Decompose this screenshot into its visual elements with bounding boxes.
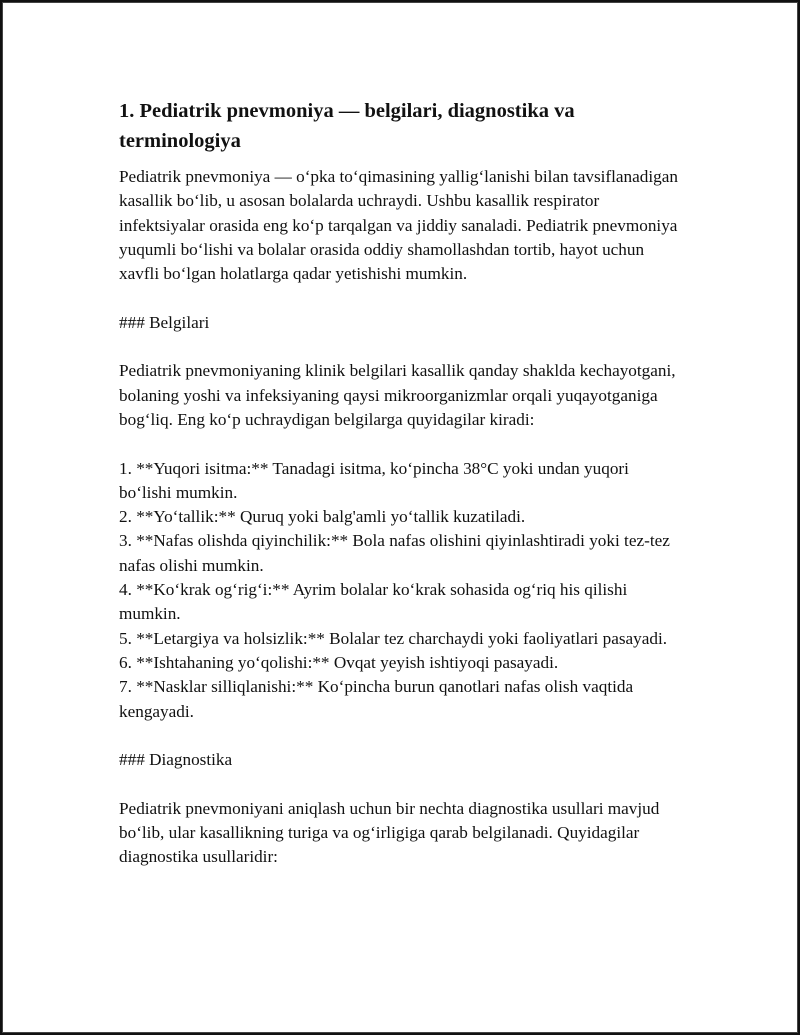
symptoms-heading: ### Belgilari (119, 312, 210, 332)
list-item: 6. **Ishtahaning yo‘qolishi:** Ovqat yeyish ishtiyoqi pasayadi. (119, 652, 559, 672)
spacer (119, 335, 679, 359)
document-title: 1. Pediatrik pnevmoniya — belgilari, diagnostika va terminologiya (119, 100, 575, 152)
list-item: 2. **Yo‘tallik:** Quruq yoki balg'amli yo‘tallik kuzatiladi. (119, 507, 526, 527)
spacer (119, 772, 679, 796)
list-item: 5. **Letargiya va holsizlik:** Bolalar tez charchaydi yoki faoliyatlari pasayadi. (119, 628, 668, 648)
list-item: 4. **Ko‘krak og‘rig‘i:** Ayrim bolalar ko‘krak sohasida og‘riq his qilishi mumkin. (119, 580, 628, 624)
list-item: 1. **Yuqori isitma:** Tanadagi isitma, ko‘pincha 38°C yoki undan yuqori bo‘lishi mumkin. (119, 458, 629, 502)
diagnostics-paragraph: Pediatrik pnevmoniyani aniqlash uchun bir nechta diagnostika usullari mavjud bo‘lib, ular kasallikning turiga va og‘irligiga qarab belgilanadi. Quyidagilar diagnostika usullaridir: (119, 798, 660, 867)
intro-paragraph: Pediatrik pnevmoniya — o‘pka to‘qimasining yallig‘lanishi bilan tavsiflanadigan kasallik bo‘lib, u asosan bolalarda uchraydi. Ushbu kasallik respirator infektsiyalar orasida eng ko‘p tarqalgan va jiddiy sanaladi. Pediatrik pnevmoniya yuqumli bo‘lishi va bolalar orasida oddiy shamollashdan tortib, hayot uchun xavfli bo‘lgan holatlarga qadar yetishishi mumkin. (119, 167, 678, 284)
list-item: 7. **Nasklar silliqlanishi:** Ko‘pincha burun qanotlari nafas olish vaqtida kengayadi. (119, 677, 634, 721)
spacer (119, 286, 679, 310)
diagnostics-heading: ### Diagnostika (119, 750, 233, 770)
symptoms-paragraph: Pediatrik pnevmoniyaning klinik belgilari kasallik qanday shaklda kechayotgani, bolaning yoshi va infeksiyaning qaysi mikroorganizmlar orqali yuqayotganiga bog‘liq. Eng ko‘p uchraydigan belgilarga quyidagilar kiradi: (119, 361, 676, 429)
spacer (119, 724, 679, 748)
spacer (119, 432, 679, 456)
document-content (119, 96, 679, 870)
symptoms-list (119, 457, 679, 724)
list-item: 3. **Nafas olishda qiyinchilik:** Bola nafas olishini qiyinlashtiradi yoki tez-tez nafas olishi mumkin. (119, 531, 670, 575)
